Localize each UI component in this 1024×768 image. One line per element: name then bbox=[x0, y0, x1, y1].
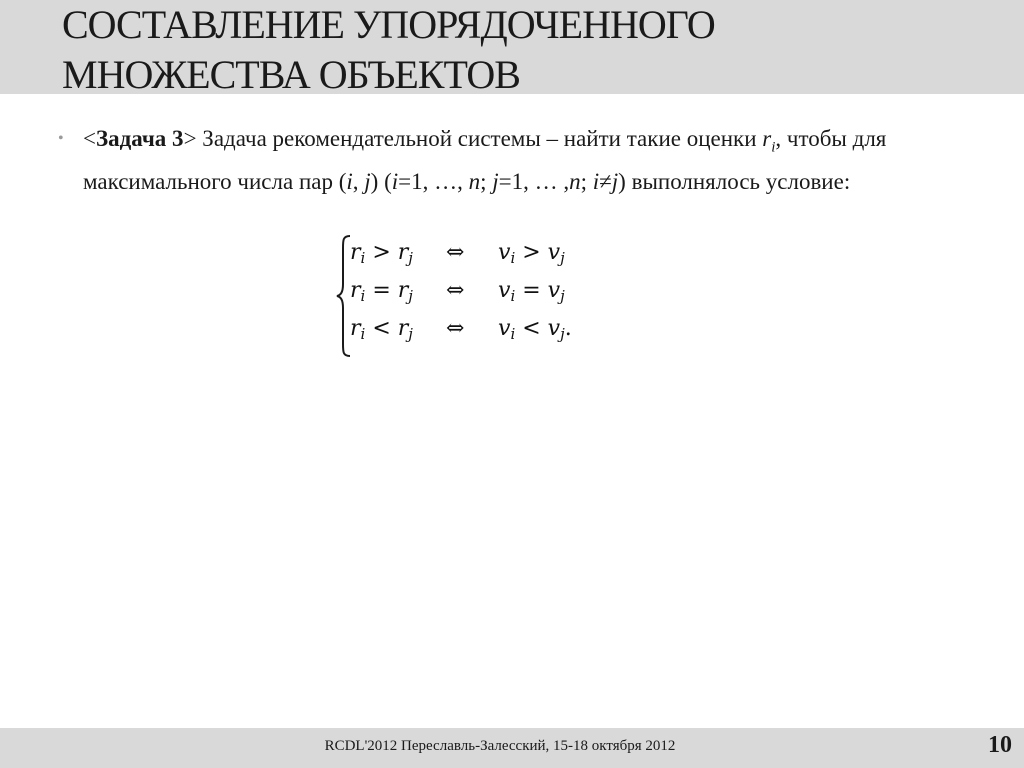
body-text-6: =1, … , bbox=[498, 168, 570, 194]
equivalence-icon: ⇔ bbox=[446, 316, 465, 341]
equivalence-icon: ⇔ bbox=[446, 240, 465, 265]
body-text-4: =1, …, bbox=[398, 168, 469, 194]
var-j-2: j bbox=[492, 168, 499, 194]
body-text-8: ) выполнялось условие: bbox=[618, 168, 851, 194]
var-i-3: i bbox=[592, 168, 600, 194]
body-text-2: , чтобы для максимального числа пар ( bbox=[83, 126, 887, 194]
slide-title-line-2: МНОЖЕСТВА ОБЪЕКТОВ bbox=[62, 52, 520, 97]
footer-bar bbox=[0, 728, 1024, 768]
formula-row-3-rhs: $v_i < v_j$. bbox=[498, 316, 572, 343]
task-close-bracket: > bbox=[183, 126, 197, 151]
var-n-2: n bbox=[569, 168, 581, 194]
bullet-item bbox=[58, 122, 962, 198]
var-j-3: j bbox=[611, 168, 619, 194]
not-equal-sign: ≠ bbox=[599, 168, 612, 194]
slide-title-line-1: СОСТАВЛЕНИЕ УПОРЯДОЧЕННОГО bbox=[62, 2, 715, 47]
formula-row-3-lhs: $r_i < r_j$ bbox=[350, 316, 413, 343]
slide-content bbox=[58, 122, 962, 198]
formula-row-1-rhs: $v_i > v_j$ bbox=[498, 240, 565, 267]
equivalence-icon: ⇔ bbox=[446, 278, 465, 303]
var-n: n bbox=[468, 168, 481, 194]
title-bar bbox=[0, 0, 1024, 97]
body-text-5: ; bbox=[480, 168, 493, 194]
bullet-marker: • bbox=[58, 130, 64, 147]
var-j: j bbox=[364, 168, 371, 194]
slide-title bbox=[62, 0, 715, 100]
task-open-bracket: < bbox=[83, 126, 96, 151]
var-i-2: i bbox=[391, 168, 399, 194]
comma: , bbox=[352, 168, 365, 194]
formula-row-1-lhs: $r_i > r_j$ bbox=[350, 240, 413, 267]
page-number: 10 bbox=[988, 732, 1012, 758]
formula-row-2-lhs: $r_i = r_j$ bbox=[350, 278, 413, 305]
footer-text: RCDL'2012 Переславль-Залесский, 15-18 октября 2012 bbox=[324, 738, 676, 754]
task-label: Задача 3 bbox=[95, 126, 184, 151]
var-r-sub: i bbox=[771, 139, 776, 156]
formula-row-2-rhs: $v_i = v_j$ bbox=[498, 278, 565, 305]
body-text-7: ; bbox=[580, 168, 593, 194]
var-i: i bbox=[346, 168, 353, 194]
body-text-1: Задача рекомендательной системы – найти такие оценки bbox=[196, 126, 763, 151]
formula-system bbox=[336, 234, 616, 358]
body-text-3: ) ( bbox=[370, 168, 392, 194]
var-r: r bbox=[762, 126, 772, 151]
